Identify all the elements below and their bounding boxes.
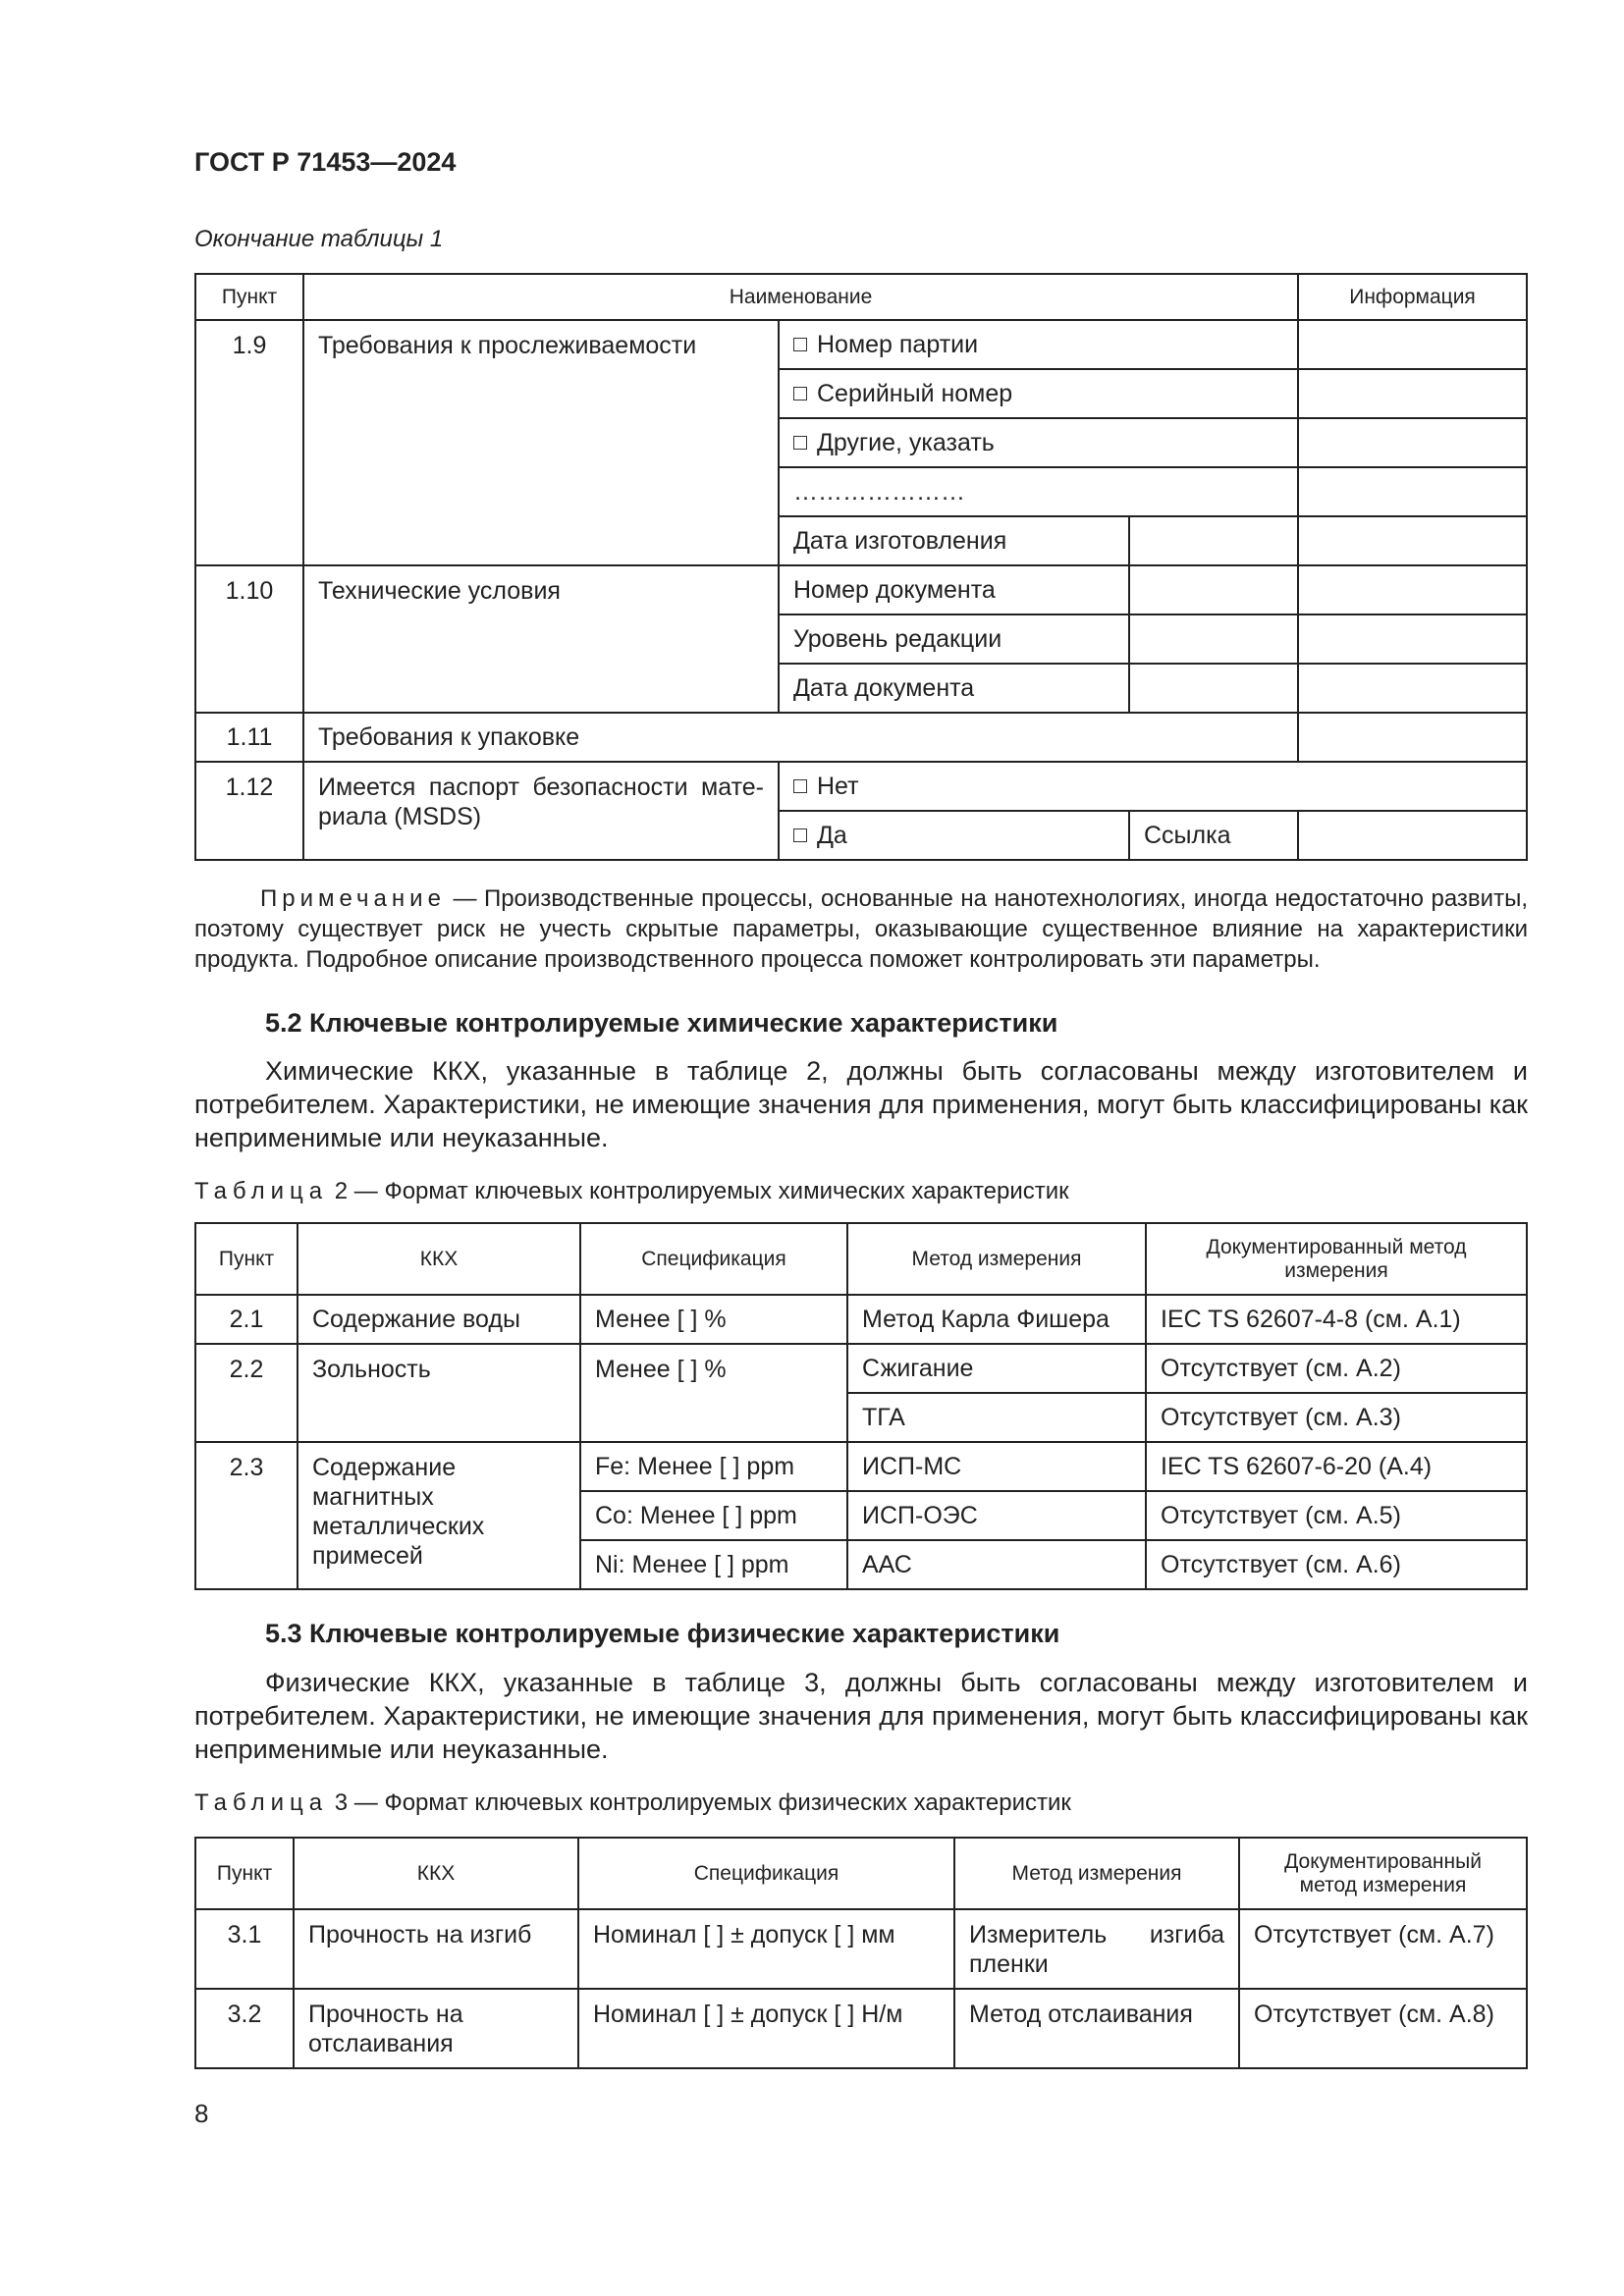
t1-header-item: Пункт bbox=[195, 274, 303, 320]
t1-r112-no bbox=[779, 762, 1527, 811]
t3-header-kkx: ККХ bbox=[294, 1838, 578, 1909]
t1-header-name: Наименование bbox=[303, 274, 1298, 320]
table2-caption bbox=[194, 1178, 1069, 1205]
table2 bbox=[194, 1222, 1528, 1590]
table2-caption-label: Таблица bbox=[194, 1178, 329, 1204]
t2-r23-spec2: Co: Менее [ ] ppm bbox=[580, 1491, 847, 1540]
t2-r21-spec: Менее [ ] % bbox=[580, 1295, 847, 1344]
t3-r31-num: 3.1 bbox=[195, 1909, 294, 1989]
t3-r31-method: Измеритель изгиба пленки bbox=[954, 1909, 1239, 1989]
t2-r23-doc1: IEC TS 62607-6-20 (А.4) bbox=[1146, 1442, 1527, 1491]
t2-r22-num: 2.2 bbox=[195, 1344, 298, 1442]
t3-header-spec: Спецификация bbox=[578, 1838, 954, 1909]
t1-r112-yes-text: Да bbox=[817, 822, 847, 849]
section-5-2-title: 5.2 Ключевые контролируемые химические характеристики bbox=[265, 1008, 1058, 1038]
t1-r19-date: Дата изготовления bbox=[779, 516, 1129, 565]
t1-r19-num: 1.9 bbox=[195, 320, 303, 565]
t1-r110-c: Дата документа bbox=[779, 664, 1129, 713]
t2-r22-method2: ТГА bbox=[847, 1393, 1146, 1442]
t1-r112-link-value bbox=[1298, 811, 1527, 860]
t3-r32-num: 3.2 bbox=[195, 1989, 294, 2068]
t1-r110-info1 bbox=[1298, 565, 1527, 614]
t1-r19-opt1-text: Номер партии bbox=[817, 331, 979, 358]
t1-r19-info3 bbox=[1298, 418, 1527, 467]
table2-caption-text: 2 — Формат ключевых контролируемых химических характеристик bbox=[334, 1178, 1069, 1204]
t2-r23-method1: ИСП-МС bbox=[847, 1442, 1146, 1491]
t1-r110-a: Номер документа bbox=[779, 565, 1129, 614]
t1-r19-opt3 bbox=[779, 418, 1298, 467]
t1-r111-num: 1.11 bbox=[195, 713, 303, 762]
t1-r112-link: Ссылка bbox=[1129, 811, 1298, 860]
t3-header-item: Пункт bbox=[195, 1838, 294, 1909]
t2-r21-method: Метод Карла Фишера bbox=[847, 1295, 1146, 1344]
t2-r23-spec1: Fe: Менее [ ] ppm bbox=[580, 1442, 847, 1491]
document-header: ГОСТ Р 71453—2024 bbox=[194, 147, 457, 177]
table3-caption-label: Таблица bbox=[194, 1789, 329, 1816]
t2-r22-method1: Сжигание bbox=[847, 1344, 1146, 1393]
t1-r19-info5 bbox=[1298, 516, 1527, 565]
t2-r23-method3: ААС bbox=[847, 1540, 1146, 1589]
checkbox-icon bbox=[793, 338, 807, 351]
t2-header-item: Пункт bbox=[195, 1223, 298, 1295]
table3 bbox=[194, 1837, 1528, 2069]
t1-r110-info2 bbox=[1298, 614, 1527, 664]
t3-header-doc: Документированный метод измерения bbox=[1239, 1838, 1527, 1909]
t3-r32-doc: Отсутствует (см. А.8) bbox=[1239, 1989, 1527, 2068]
section-5-3-title: 5.3 Ключевые контролируемые физические характеристики bbox=[265, 1619, 1060, 1648]
note-label: Примечание bbox=[260, 885, 446, 912]
t3-r32-kkx: Прочность на отслаивания bbox=[294, 1989, 578, 2068]
t1-r110-c-value bbox=[1129, 664, 1298, 713]
t1-r112-no-text: Нет bbox=[817, 773, 859, 800]
t1-r19-opt3-text: Другие, указать bbox=[817, 429, 995, 456]
t2-r22-doc1: Отсутствует (см. А.2) bbox=[1146, 1344, 1527, 1393]
t1-r112-yes bbox=[779, 811, 1129, 860]
t1-r110-num: 1.10 bbox=[195, 565, 303, 713]
table1-caption: Окончание таблицы 1 bbox=[194, 226, 444, 252]
t2-r22-spec: Менее [ ] % bbox=[580, 1344, 847, 1442]
t2-r21-num: 2.1 bbox=[195, 1295, 298, 1344]
t1-r110-b: Уровень редакции bbox=[779, 614, 1129, 664]
t2-header-kkx: ККХ bbox=[298, 1223, 580, 1295]
table1 bbox=[194, 273, 1528, 861]
checkbox-icon bbox=[793, 828, 807, 842]
t1-r110-a-value bbox=[1129, 565, 1298, 614]
t1-r19-opt2-text: Серийный номер bbox=[817, 380, 1013, 407]
t1-r19-date-value bbox=[1129, 516, 1298, 565]
t3-r31-doc: Отсутствует (см. А.7) bbox=[1239, 1909, 1527, 1989]
page-number: 8 bbox=[194, 2099, 209, 2128]
section-5-3-paragraph: Физические ККХ, указанные в таблице 3, должны быть согласованы между изготовителем и потребителем. Характеристики, не имеющие значения для применения, могут быть классифицированы как неприменимые или неуказанные. bbox=[194, 1668, 1528, 1764]
checkbox-icon bbox=[793, 779, 807, 793]
t1-r19-dots: ………………… bbox=[779, 467, 1298, 516]
t2-r22-doc2: Отсутствует (см. А.3) bbox=[1146, 1393, 1527, 1442]
t2-r23-kkx: Содержание магнитных металлических примесей bbox=[298, 1442, 580, 1589]
t2-r23-num: 2.3 bbox=[195, 1442, 298, 1589]
t1-r19-label: Требования к прослеживаемости bbox=[303, 320, 779, 565]
t2-r23-method2: ИСП-ОЭС bbox=[847, 1491, 1146, 1540]
t1-r111-info bbox=[1298, 713, 1527, 762]
t2-header-method: Метод измерения bbox=[847, 1223, 1146, 1295]
note bbox=[194, 883, 1528, 975]
t1-r19-info2 bbox=[1298, 369, 1527, 418]
t1-r111-label: Требования к упаковке bbox=[303, 713, 1298, 762]
t1-r110-b-value bbox=[1129, 614, 1298, 664]
t2-r23-doc3: Отсутствует (см. А.6) bbox=[1146, 1540, 1527, 1589]
table3-caption bbox=[194, 1789, 1071, 1817]
note-text: — Производственные процессы, основанные на нанотехнологиях, иногда недостаточно развиты, поэтому существует риск не учесть скрытые параметры, оказывающие существенное влияние на характеристики продукта. Подробное описание производственного процесса поможет контролировать эти параметры. bbox=[194, 885, 1528, 973]
table3-caption-text: 3 — Формат ключевых контролируемых физических характеристик bbox=[334, 1789, 1071, 1816]
t1-r110-info3 bbox=[1298, 664, 1527, 713]
t2-header-doc: Документированный метод измерения bbox=[1146, 1223, 1527, 1295]
t1-header-info: Информация bbox=[1298, 274, 1527, 320]
t1-r19-opt2 bbox=[779, 369, 1298, 418]
t1-r19-info4 bbox=[1298, 467, 1527, 516]
t1-r112-label: Имеется паспорт безопасности мате-риала (MSDS) bbox=[303, 762, 779, 860]
t2-r21-doc: IEC TS 62607-4-8 (см. А.1) bbox=[1146, 1295, 1527, 1344]
t1-r112-num: 1.12 bbox=[195, 762, 303, 860]
t3-header-method: Метод измерения bbox=[954, 1838, 1239, 1909]
checkbox-icon bbox=[793, 436, 807, 450]
t1-r19-info1 bbox=[1298, 320, 1527, 369]
t2-r23-doc2: Отсутствует (см. А.5) bbox=[1146, 1491, 1527, 1540]
t2-header-spec: Спецификация bbox=[580, 1223, 847, 1295]
section-5-2-paragraph: Химические ККХ, указанные в таблице 2, должны быть согласованы между изготовителем и потребителем. Характеристики, не имеющие значения для применения, могут быть классифицированы как неприменимые или неуказанные. bbox=[194, 1056, 1528, 1152]
t2-r22-kkx: Зольность bbox=[298, 1344, 580, 1442]
t1-r110-label: Технические условия bbox=[303, 565, 779, 713]
t3-r31-kkx: Прочность на изгиб bbox=[294, 1909, 578, 1989]
checkbox-icon bbox=[793, 387, 807, 400]
t3-r31-spec: Номинал [ ] ± допуск [ ] мм bbox=[578, 1909, 954, 1989]
t2-r23-spec3: Ni: Менее [ ] ppm bbox=[580, 1540, 847, 1589]
t3-r32-spec: Номинал [ ] ± допуск [ ] Н/м bbox=[578, 1989, 954, 2068]
t3-r32-method: Метод отслаивания bbox=[954, 1989, 1239, 2068]
t1-r19-opt1 bbox=[779, 320, 1298, 369]
t2-r21-kkx: Содержание воды bbox=[298, 1295, 580, 1344]
